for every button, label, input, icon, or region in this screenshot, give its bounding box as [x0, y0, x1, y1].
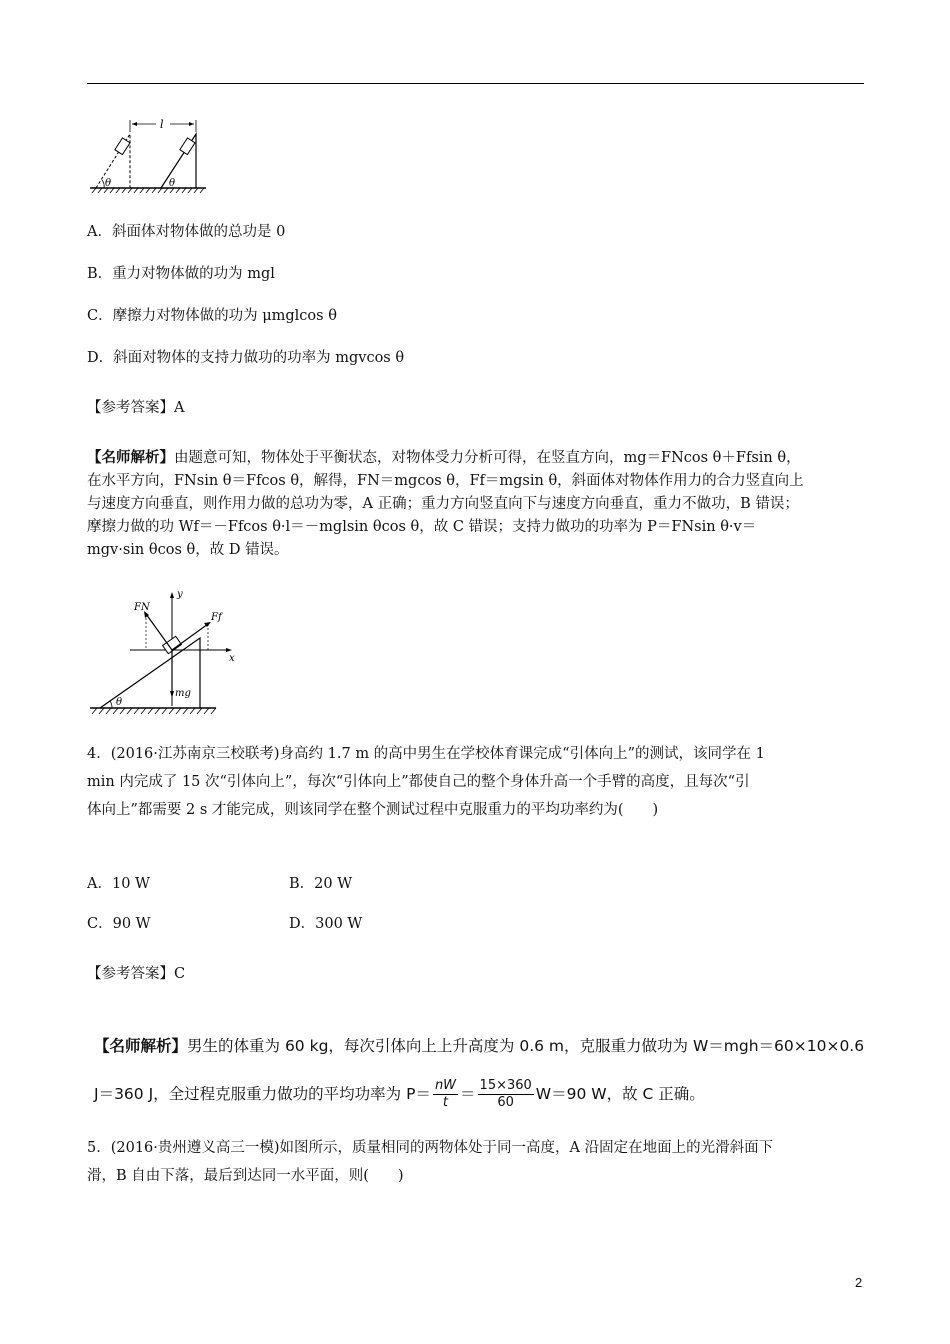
stem-line: min 内完成了 15 次“引体向上”，每次“引体向上”都使自己的整个身体升高一个手臂的高度，且每次“引: [87, 774, 750, 790]
label-mg: mg: [175, 688, 191, 699]
answer-value: A: [174, 400, 185, 416]
analysis-line: 在水平方向，FNsin θ＝Ffcos θ，解得，FN＝mgcos θ，Ff＝mgsin θ，斜面体对物体作用力的合力竖直向上: [87, 473, 804, 489]
label-x: x: [229, 653, 235, 664]
q4-option-d: D．300 W: [289, 916, 363, 932]
fraction-numerator: nW: [434, 1077, 457, 1093]
analysis-line: mgv·sin θcos θ，故 D 错误。: [87, 542, 289, 558]
q4-answer: [87, 964, 185, 984]
answer-label: 【参考答案】: [87, 966, 174, 982]
stem-line: 体向上”都需要 2 s 才能完成，则该同学在整个测试过程中克服重力的平均功率约为( ): [87, 802, 659, 818]
fraction-denominator: 60: [497, 1094, 514, 1110]
analysis-label: 【名师解析】: [94, 1037, 188, 1055]
label-fn: FN: [134, 602, 150, 613]
q3-answer: [87, 398, 184, 418]
q4-option-a: A．10 W: [87, 876, 150, 892]
analysis-text: J＝360 J，全过程克服重力做功的平均功率为 P＝: [94, 1085, 431, 1103]
q3-option-a: A．斜面体对物体做的总功是 0: [87, 224, 286, 240]
q4-stem: [87, 740, 864, 824]
q4-option-c: C．90 W: [87, 916, 151, 932]
q4-option-b: B．20 W: [289, 876, 353, 892]
q3-option-b: B．重力对物体做的功为 mgl: [87, 266, 275, 282]
label-theta-2: θ: [169, 178, 176, 189]
figure-incline-displacement: [88, 114, 218, 194]
fraction-numerator: 15×360: [479, 1077, 532, 1093]
analysis-text: 男生的体重为 60 kg，每次引体向上上升高度为 0.6 m，克服重力做功为 W＝mgh＝60×10×0.6: [187, 1037, 865, 1055]
answer-label: 【参考答案】: [87, 400, 174, 416]
figure-force-diagram: [88, 588, 238, 716]
q3-analysis: [87, 446, 864, 562]
analysis-line: 摩擦力做的功 Wf＝－Ffcos θ·l＝－mglsin θcos θ，故 C 错误；支持力做功的功率为 P＝FNsin θ·v＝: [87, 519, 757, 535]
page-number: 2: [855, 1275, 863, 1290]
stem-line: 滑，B 自由下落，最后到达同一水平面，则( ): [87, 1168, 404, 1184]
q3-option-c: C．摩擦力对物体做的功为 μmglcos θ: [87, 308, 337, 324]
analysis-text: W＝90 W，故 C 正确。: [535, 1085, 705, 1103]
label-theta: θ: [116, 697, 123, 708]
stem-line: 5．(2016·贵州遵义高三一模)如图所示，质量相同的两物体处于同一高度，A 沿固定在地面上的光滑斜面下: [87, 1140, 774, 1156]
q4-analysis-line-1: [94, 1036, 864, 1056]
equals-sign: ＝: [460, 1085, 476, 1103]
fraction-power: [478, 1078, 534, 1111]
answer-value: C: [174, 966, 186, 982]
fraction-denominator: t: [442, 1094, 449, 1110]
q5-stem: [87, 1134, 864, 1190]
analysis-label: 【名师解析】: [87, 449, 174, 466]
header-rule: [87, 83, 864, 84]
analysis-line: [87, 446, 864, 470]
label-ff: Ff: [211, 612, 222, 623]
stem-line: 4．(2016·江苏南京三校联考)身高约 1.7 m 的高中男生在学校体育课完成“引体向上”的测试，该同学在 1: [87, 746, 765, 762]
q4-analysis-line-2: [94, 1074, 705, 1114]
label-theta-1: θ: [105, 178, 112, 189]
label-l: l: [160, 118, 164, 131]
analysis-line: 与速度方向垂直，则作用力做的总功为零，A 正确；重力方向竖直向下与速度方向垂直，重力不做功，B 错误；: [87, 496, 799, 512]
q3-option-d: D．斜面对物体的支持力做功的功率为 mgvcos θ: [87, 350, 405, 366]
analysis-text: 由题意可知，物体处于平衡状态，对物体受力分析可得，在竖直方向，mg＝FNcos θ＋Ffsin θ，: [174, 450, 801, 466]
fraction-nw-t: [433, 1078, 458, 1111]
label-y: y: [177, 589, 183, 600]
